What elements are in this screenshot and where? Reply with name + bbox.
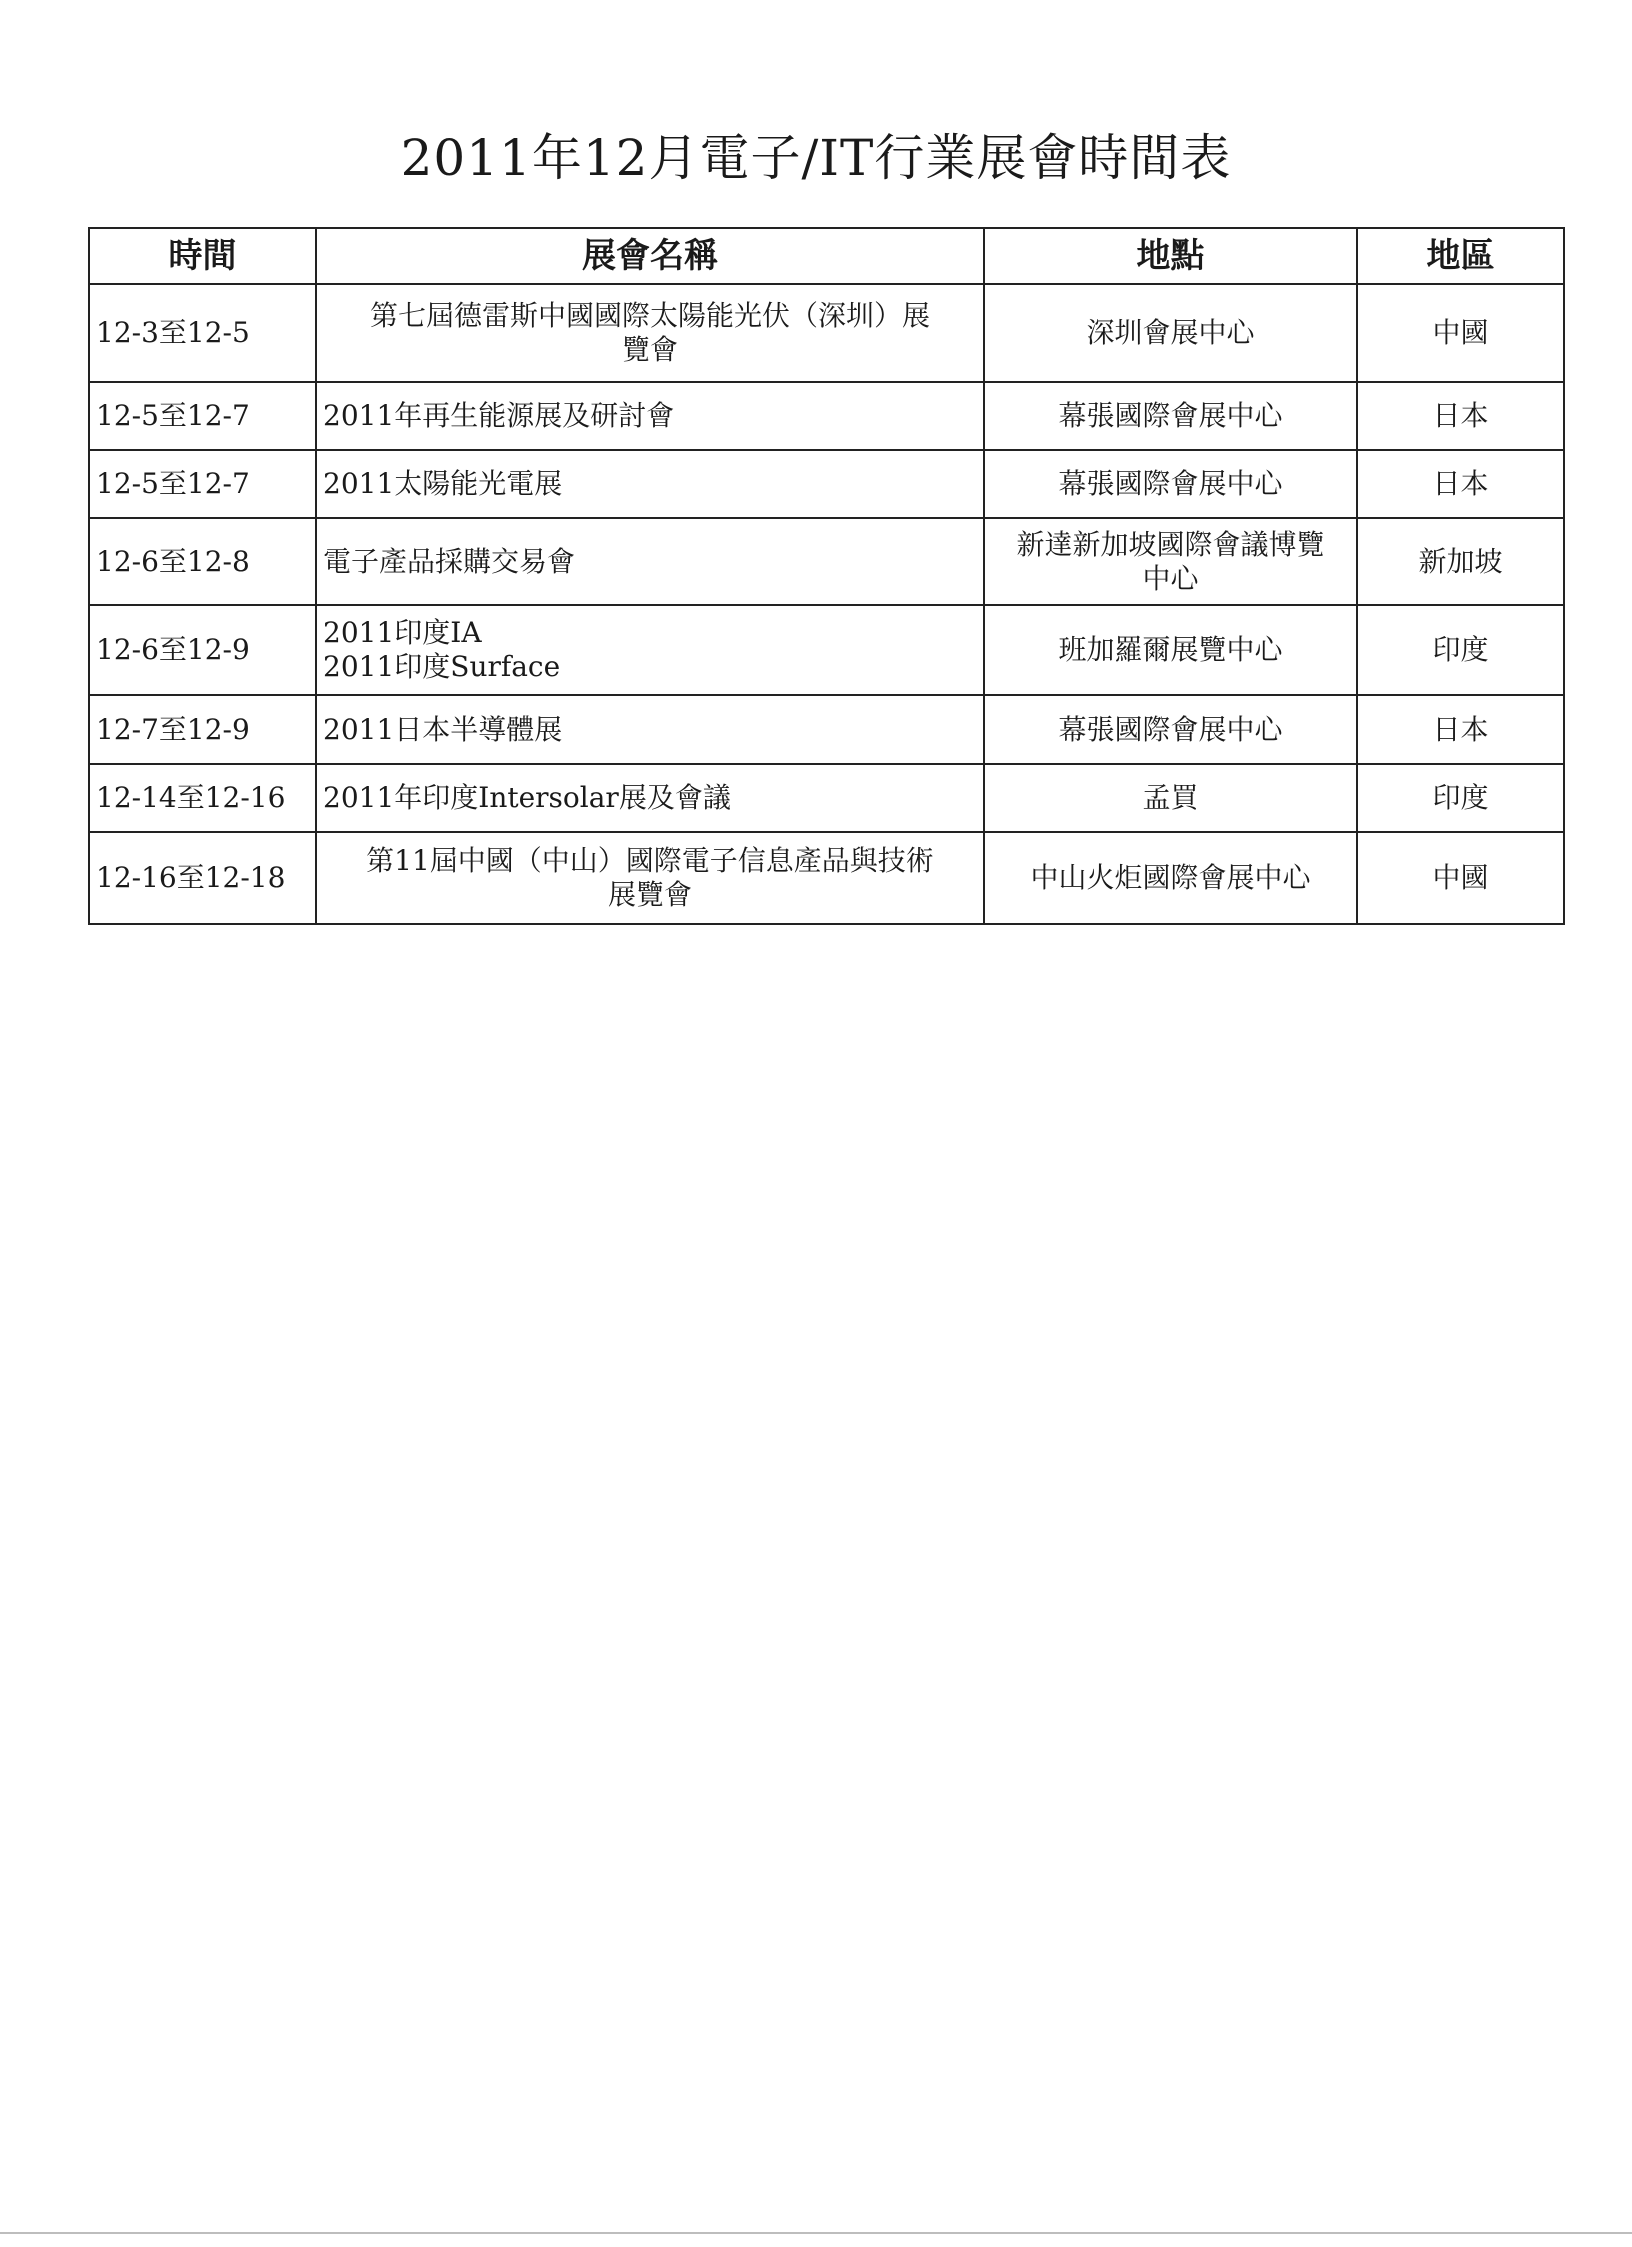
table-row	[89, 832, 1564, 924]
cell-venue	[984, 764, 1357, 832]
name-line: 展覽會	[607, 878, 692, 911]
table-row	[89, 764, 1564, 832]
venue-line: 班加羅爾展覽中心	[1058, 633, 1283, 666]
cell-venue	[984, 450, 1357, 518]
cell-name	[316, 518, 984, 605]
name-line: 2011年再生能源展及研討會	[323, 399, 675, 432]
cell-venue	[984, 382, 1357, 450]
name-line: 2011日本半導體展	[323, 712, 563, 746]
table-row	[89, 382, 1564, 450]
cell-venue	[984, 518, 1357, 605]
cell-name	[316, 695, 984, 764]
venue-line: 中山火炬國際會展中心	[1030, 861, 1311, 894]
cell-venue	[984, 832, 1357, 924]
cell-region: 中國	[1357, 832, 1564, 924]
venue-line: 深圳會展中心	[1086, 316, 1255, 349]
cell-time: 12-5至12-7	[89, 382, 316, 450]
table-row	[89, 284, 1564, 382]
header-venue: 地點	[984, 228, 1357, 284]
cell-name	[316, 764, 984, 832]
table-row	[89, 605, 1564, 695]
venue-line: 新達新加坡國際會議博覽	[1016, 527, 1325, 561]
table-row	[89, 450, 1564, 518]
header-region: 地區	[1357, 228, 1564, 284]
cell-time: 12-7至12-9	[89, 695, 316, 764]
cell-name	[316, 450, 984, 518]
cell-region: 日本	[1357, 695, 1564, 764]
name-line: 2011印度Surface	[323, 650, 561, 683]
table-row	[89, 518, 1564, 605]
cell-region: 印度	[1357, 605, 1564, 695]
venue-line: 幕張國際會展中心	[1058, 467, 1283, 500]
table-row	[89, 695, 1564, 764]
cell-name	[316, 832, 984, 924]
cell-name	[316, 284, 984, 382]
cell-time: 12-3至12-5	[89, 284, 316, 382]
venue-line: 幕張國際會展中心	[1058, 399, 1283, 432]
cell-time: 12-6至12-8	[89, 518, 316, 605]
cell-venue	[984, 605, 1357, 695]
scan-edge-line	[0, 2232, 1632, 2234]
venue-line: 孟買	[1142, 781, 1199, 814]
venue-line: 幕張國際會展中心	[1058, 712, 1283, 746]
cell-time: 12-14至12-16	[89, 764, 316, 832]
name-line: 第11屆中國（中山）國際電子信息產品與技術	[366, 844, 934, 877]
exhibition-schedule-table	[88, 227, 1565, 925]
table-header-row	[89, 228, 1564, 284]
cell-time: 12-16至12-18	[89, 832, 316, 924]
name-line: 2011印度IA	[323, 616, 482, 649]
page-title: 2011年12月電子/IT行業展會時間表	[400, 129, 1232, 187]
cell-name	[316, 382, 984, 450]
cell-time: 12-5至12-7	[89, 450, 316, 518]
name-line: 2011年印度Intersolar展及會議	[323, 781, 731, 814]
venue-line: 中心	[1142, 561, 1199, 595]
cell-venue	[984, 284, 1357, 382]
cell-venue	[984, 695, 1357, 764]
name-line: 覽會	[621, 333, 678, 366]
name-line: 電子產品採購交易會	[323, 544, 576, 578]
cell-region: 日本	[1357, 450, 1564, 518]
cell-name	[316, 605, 984, 695]
cell-region: 日本	[1357, 382, 1564, 450]
header-name: 展會名稱	[316, 228, 984, 284]
name-line: 第七屆德雷斯中國國際太陽能光伏（深圳）展	[369, 299, 930, 332]
header-time: 時間	[89, 228, 316, 284]
name-line: 2011太陽能光電展	[323, 467, 563, 500]
cell-region: 新加坡	[1357, 518, 1564, 605]
cell-region: 印度	[1357, 764, 1564, 832]
cell-region: 中國	[1357, 284, 1564, 382]
cell-time: 12-6至12-9	[89, 605, 316, 695]
